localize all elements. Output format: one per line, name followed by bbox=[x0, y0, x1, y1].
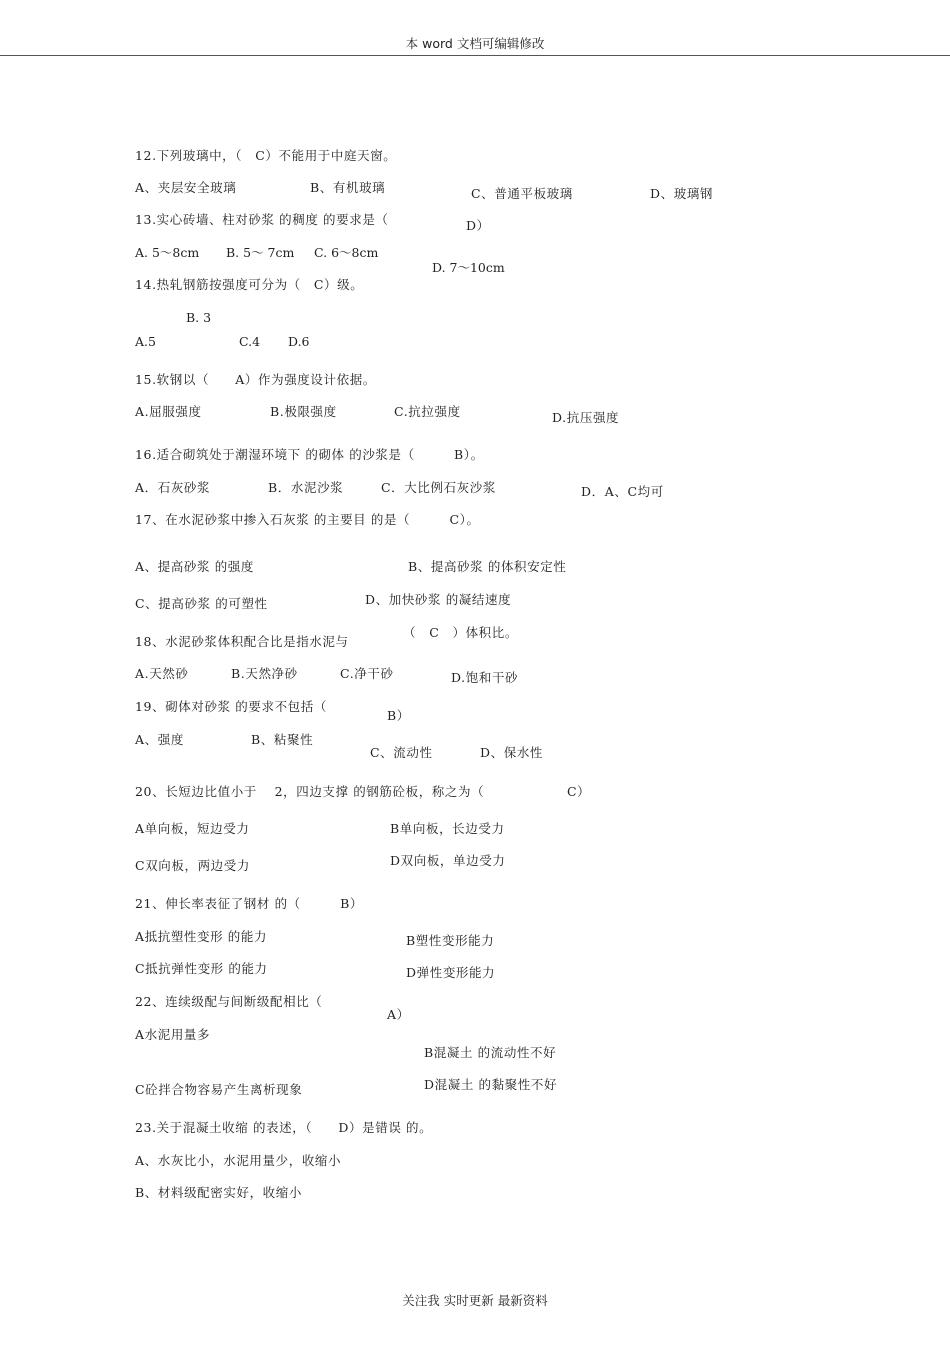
header-rule bbox=[0, 55, 950, 56]
q20-stem: 20、长短边比值小于 2，四边支撑 的钢筋砼板，称之为（ bbox=[135, 784, 485, 799]
q19-stem: 19、砌体对砂浆 的要求不包括（ bbox=[135, 699, 327, 714]
q16-option-b: B．水泥沙浆 bbox=[268, 480, 344, 495]
q18-option-c: C.净干砂 bbox=[340, 666, 394, 681]
q15-stem: 15.软钢以（ A）作为强度设计依据。 bbox=[135, 372, 376, 387]
q16-option-c: C．大比例石灰沙浆 bbox=[381, 480, 496, 495]
q13-option-c: C. 6～8cm bbox=[314, 245, 379, 260]
q21-option-b: B塑性变形能力 bbox=[406, 933, 495, 948]
q13-option-b: B. 5～ 7cm bbox=[226, 245, 295, 260]
q20-option-b: B单向板，长边受力 bbox=[390, 821, 505, 836]
page-footer: 关注我 实时更新 最新资料 bbox=[402, 1293, 548, 1308]
q18-stem: 18、水泥砂浆体积配合比是指水泥与 bbox=[135, 634, 349, 649]
q23-option-a: A、水灰比小，水泥用量少，收缩小 bbox=[135, 1153, 342, 1168]
q12-stem: 12.下列玻璃中，（ C）不能用于中庭天窗。 bbox=[135, 148, 397, 163]
q20-answer: C） bbox=[567, 784, 591, 799]
q21-stem: 21、伸长率表征了钢材 的（ B） bbox=[135, 896, 363, 911]
q18-answer: （ C ）体积比。 bbox=[403, 625, 518, 640]
q17-option-c: C、提高砂浆 的可塑性 bbox=[135, 596, 268, 611]
q18-option-b: B.天然净砂 bbox=[231, 666, 298, 681]
q22-option-b: B混凝土 的流动性不好 bbox=[424, 1045, 557, 1060]
q15-option-a: A.屈服强度 bbox=[135, 404, 202, 419]
q13-option-a: A. 5～8cm bbox=[135, 245, 200, 260]
q22-option-d: D混凝土 的黏聚性不好 bbox=[424, 1077, 558, 1092]
q22-option-c: C砼拌合物容易产生离析现象 bbox=[135, 1082, 303, 1097]
q16-option-a: A．石灰砂浆 bbox=[135, 480, 211, 495]
q19-answer: B） bbox=[387, 708, 410, 723]
q12-option-b: B、有机玻璃 bbox=[310, 180, 386, 195]
q22-option-a: A水泥用量多 bbox=[135, 1027, 211, 1042]
page-header: 本 word 文档可编辑修改 bbox=[405, 36, 545, 51]
q19-option-d: D、保水性 bbox=[480, 745, 544, 760]
q20-option-d: D双向板，单边受力 bbox=[390, 853, 506, 868]
q20-option-c: C双向板，两边受力 bbox=[135, 858, 250, 873]
q13-option-d: D. 7～10cm bbox=[432, 260, 505, 275]
q22-stem: 22、连续级配与间断级配相比（ bbox=[135, 994, 323, 1009]
q21-option-c: C抵抗弹性变形 的能力 bbox=[135, 961, 268, 976]
q12-option-a: A、夹层安全玻璃 bbox=[135, 180, 237, 195]
q16-option-d: D．A、C均可 bbox=[581, 484, 664, 499]
q12-option-d: D、玻璃钢 bbox=[650, 186, 714, 201]
q15-option-c: C.抗拉强度 bbox=[394, 404, 461, 419]
q19-option-a: A、强度 bbox=[135, 732, 184, 747]
q12-option-c: C、普通平板玻璃 bbox=[471, 186, 573, 201]
q15-option-d: D.抗压强度 bbox=[552, 410, 620, 425]
q17-option-a: A、提高砂浆 的强度 bbox=[135, 559, 255, 574]
q18-option-d: D.饱和干砂 bbox=[451, 670, 519, 685]
q14-option-d: D.6 bbox=[288, 334, 310, 349]
q23-stem: 23.关于混凝土收缩 的表述，（ D）是错误 的。 bbox=[135, 1120, 433, 1135]
q15-option-b: B.极限强度 bbox=[270, 404, 337, 419]
q13-stem: 13.实心砖墙、柱对砂浆 的稠度 的要求是（ bbox=[135, 212, 389, 227]
q14-option-c: C.4 bbox=[239, 334, 261, 349]
q21-option-a: A抵抗塑性变形 的能力 bbox=[135, 929, 268, 944]
q18-option-a: A.天然砂 bbox=[135, 666, 189, 681]
q17-option-d: D、加快砂浆 的凝结速度 bbox=[365, 592, 512, 607]
q14-stem: 14.热轧钢筋按强度可分为（ C）级。 bbox=[135, 277, 364, 292]
q17-option-b: B、提高砂浆 的体积安定性 bbox=[408, 559, 567, 574]
q16-stem: 16.适合砌筑处于潮湿环境下 的砌体 的沙浆是（ B）。 bbox=[135, 447, 484, 462]
q17-stem: 17、在水泥砂浆中掺入石灰浆 的主要目 的是（ C）。 bbox=[135, 512, 480, 527]
q22-answer: A） bbox=[387, 1007, 410, 1022]
q21-option-d: D弹性变形能力 bbox=[406, 965, 496, 980]
q13-answer: D） bbox=[466, 218, 490, 233]
q19-option-b: B、粘聚性 bbox=[251, 732, 314, 747]
q14-option-b: B. 3 bbox=[186, 310, 212, 325]
q20-option-a: A单向板，短边受力 bbox=[135, 821, 250, 836]
q23-option-b: B、材料级配密实好，收缩小 bbox=[135, 1185, 302, 1200]
q14-option-a: A.5 bbox=[135, 334, 156, 349]
q19-option-c: C、流动性 bbox=[370, 745, 433, 760]
